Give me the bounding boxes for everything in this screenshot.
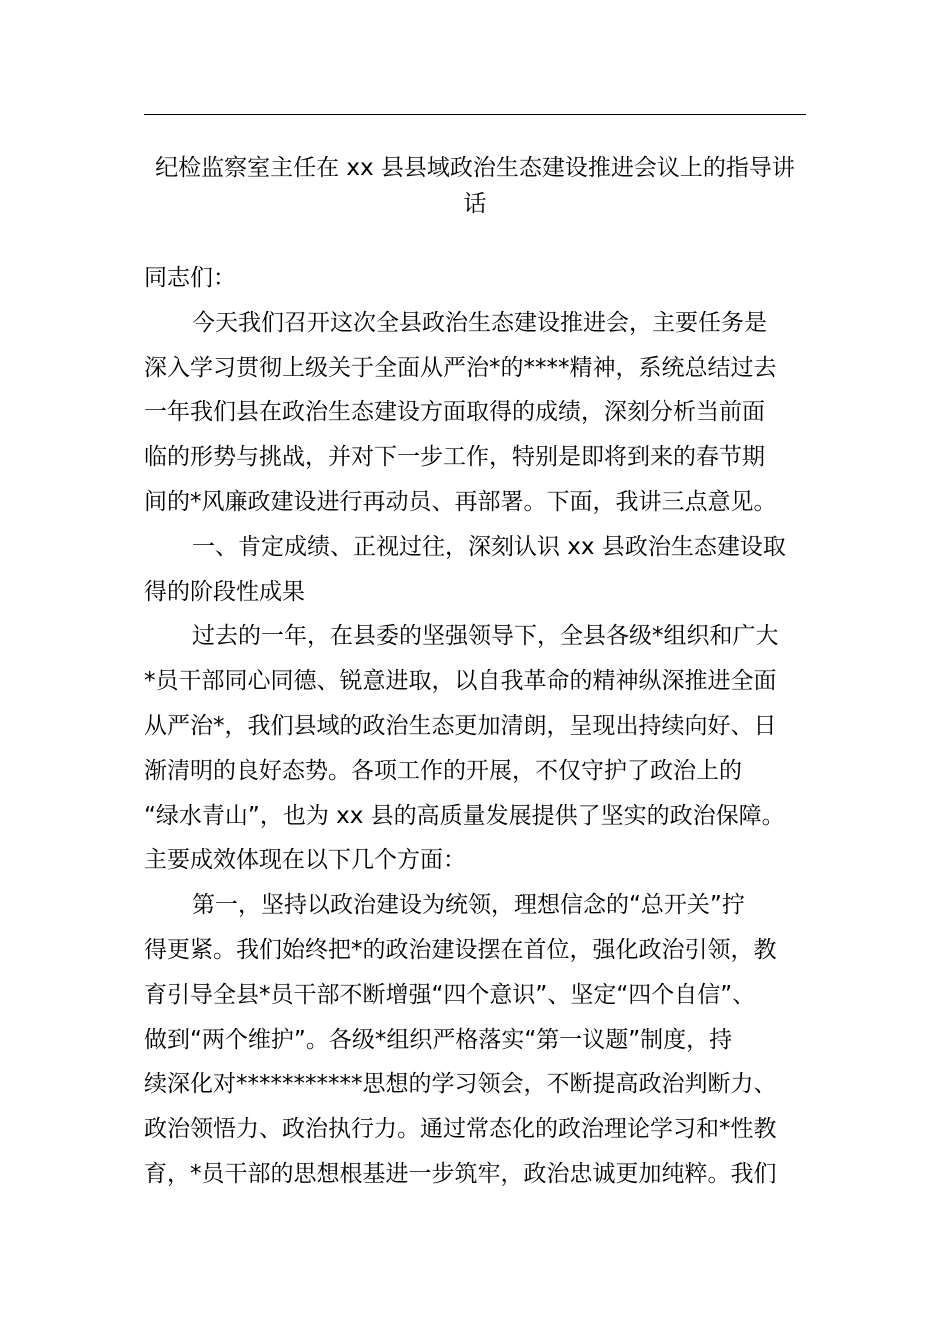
text-line: 育引导全县*员干部不断增强“四个意识”、坚定“四个自信”、 bbox=[144, 981, 756, 1008]
document-title bbox=[144, 150, 806, 222]
header-rule bbox=[144, 114, 806, 115]
text-line: 续深化对***********思想的学习领会，不断提高政治判断力、 bbox=[144, 1071, 777, 1098]
document-body bbox=[144, 256, 806, 1197]
text-line: “绿水青山”，也为 xx 县的高质量发展提供了坚实的政治保障。 bbox=[144, 802, 785, 829]
text-line: 政治领悟力、政治执行力。通过常态化的政治理论学习和*性教 bbox=[144, 1116, 777, 1143]
text-line: 育，*员干部的思想根基进一步筑牢，政治忠诚更加纯粹。我们 bbox=[144, 1160, 777, 1187]
text-line: 一、肯定成绩、正视过往，深刻认识 xx 县政治生态建设取 bbox=[192, 533, 786, 560]
title-line: 话 bbox=[463, 191, 487, 217]
text-line: 从严治*，我们县域的政治生态更加清朗，呈现出持续向好、日 bbox=[144, 712, 777, 739]
title-line: 纪检监察室主任在 xx 县县域政治生态建设推进会议上的指导讲 bbox=[155, 155, 795, 181]
text-line: 第一，坚持以政治建设为统领，理想信念的“总开关”拧 bbox=[192, 892, 745, 919]
text-line: 临的形势与挑战，并对下一步工作，特别是即将到来的春节期 bbox=[144, 444, 765, 471]
text-line: 做到“两个维护”。各级*组织严格落实“第一议题”制度，持 bbox=[144, 1026, 733, 1053]
text-line: 得更紧。我们始终把*的政治建设摆在首位，强化政治引领，教 bbox=[144, 936, 777, 963]
text-line: 间的*风廉政建设进行再动员、再部署。下面，我讲三点意见。 bbox=[144, 488, 777, 515]
text-line: 得的阶段性成果 bbox=[144, 578, 305, 605]
text-line: 深入学习贯彻上级关于全面从严治*的****精神，系统总结过去 bbox=[144, 354, 777, 381]
text-line: 一年我们县在政治生态建设方面取得的成绩，深刻分析当前面 bbox=[144, 399, 765, 426]
text-line: 过去的一年，在县委的坚强领导下，全县各级*组织和广大 bbox=[192, 623, 779, 650]
text-line: 今天我们召开这次全县政治生态建设推进会，主要任务是 bbox=[192, 309, 767, 336]
text-line: 主要成效体现在以下几个方面： bbox=[144, 847, 466, 874]
text-line: *员干部同心同德、锐意进取，以自我革命的精神纵深推进全面 bbox=[144, 668, 777, 695]
text-line: 同志们： bbox=[144, 265, 236, 291]
text-line: 渐清明的良好态势。各项工作的开展，不仅守护了政治上的 bbox=[144, 757, 742, 784]
